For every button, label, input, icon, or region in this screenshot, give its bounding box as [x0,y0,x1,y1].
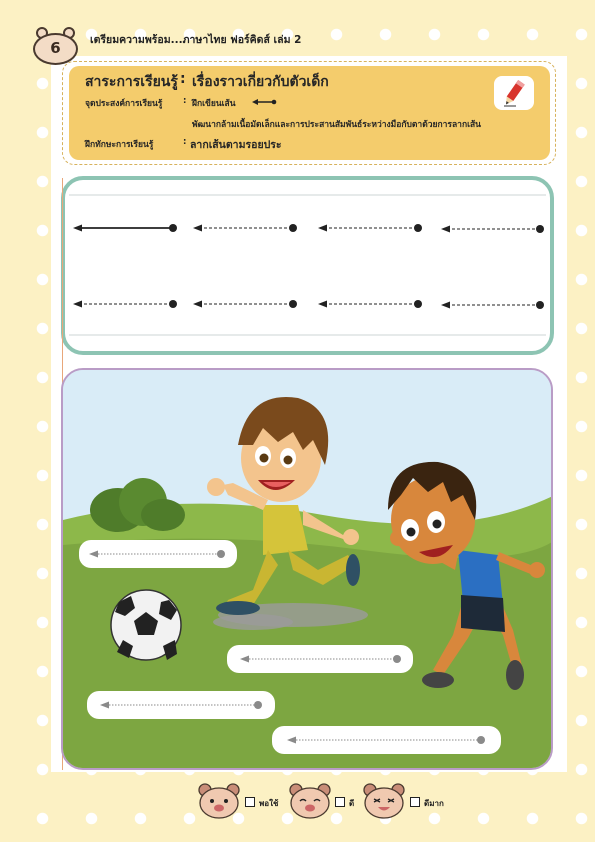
page-number: 6 [50,39,61,57]
lesson-colon: : [180,71,186,87]
rating-label-excellent: ดีมาก [424,799,444,808]
rating-checkbox-excellent[interactable] [410,797,420,807]
scene-trace-line-3 [100,701,262,709]
skill-label: ฝึกทักษะการเรียนรู้ [85,140,154,150]
page-number-badge [33,27,78,65]
scene-trace-lines [63,370,553,770]
trace-line-2-2 [193,300,297,308]
trace-line-1-2 [193,224,297,232]
skill-value: ลากเส้นตามรอยประ [190,139,282,151]
objective-colon: : [183,96,187,106]
bear-face-icon [287,782,333,820]
trace-line-1-1 [73,224,177,232]
lesson-label: สาระการเรียนรู้ [85,74,178,90]
objective-value: ฝึกเขียนเส้น [192,99,236,109]
trace-line-2-4 [441,301,544,309]
lesson-value: เรื่องราวเกี่ยวกับตัวเด็ก [192,74,329,90]
line-sample-icon [252,97,278,107]
objective-detail: พัฒนากล้ามเนื้อมัดเล็กและการประสานสัมพันธ์ระหว่างมือกับตาด้วยการลากเส้น [192,120,481,130]
trace-line-1-3 [318,224,422,232]
pencil-icon-box [494,76,534,110]
trace-line-1-4 [441,225,544,233]
rating-checkbox-fair[interactable] [245,797,255,807]
scene-trace-line-1 [89,550,225,558]
trace-line-2-3 [318,300,422,308]
rating-label-good: ดี [349,799,355,808]
trace-line-2-1 [73,300,177,308]
soccer-scene [61,368,553,770]
scene-trace-line-4 [287,736,485,744]
rating-label-fair: พอใช้ [259,799,279,808]
scene-trace-line-2 [240,655,401,663]
objective-label: จุดประสงค์การเรียนรู้ [85,99,163,109]
tracing-lines [61,176,554,355]
skill-colon: : [183,137,187,147]
rating-checkbox-good[interactable] [335,797,345,807]
series-title: เตรียมความพร้อม...ภาษาไทย ฟอร์คิดส์ เล่ม 2 [90,34,302,46]
bear-face-icon [361,782,407,820]
pencil-icon [494,76,534,110]
evaluation-bar [196,782,456,820]
bear-face-icon [196,782,242,820]
